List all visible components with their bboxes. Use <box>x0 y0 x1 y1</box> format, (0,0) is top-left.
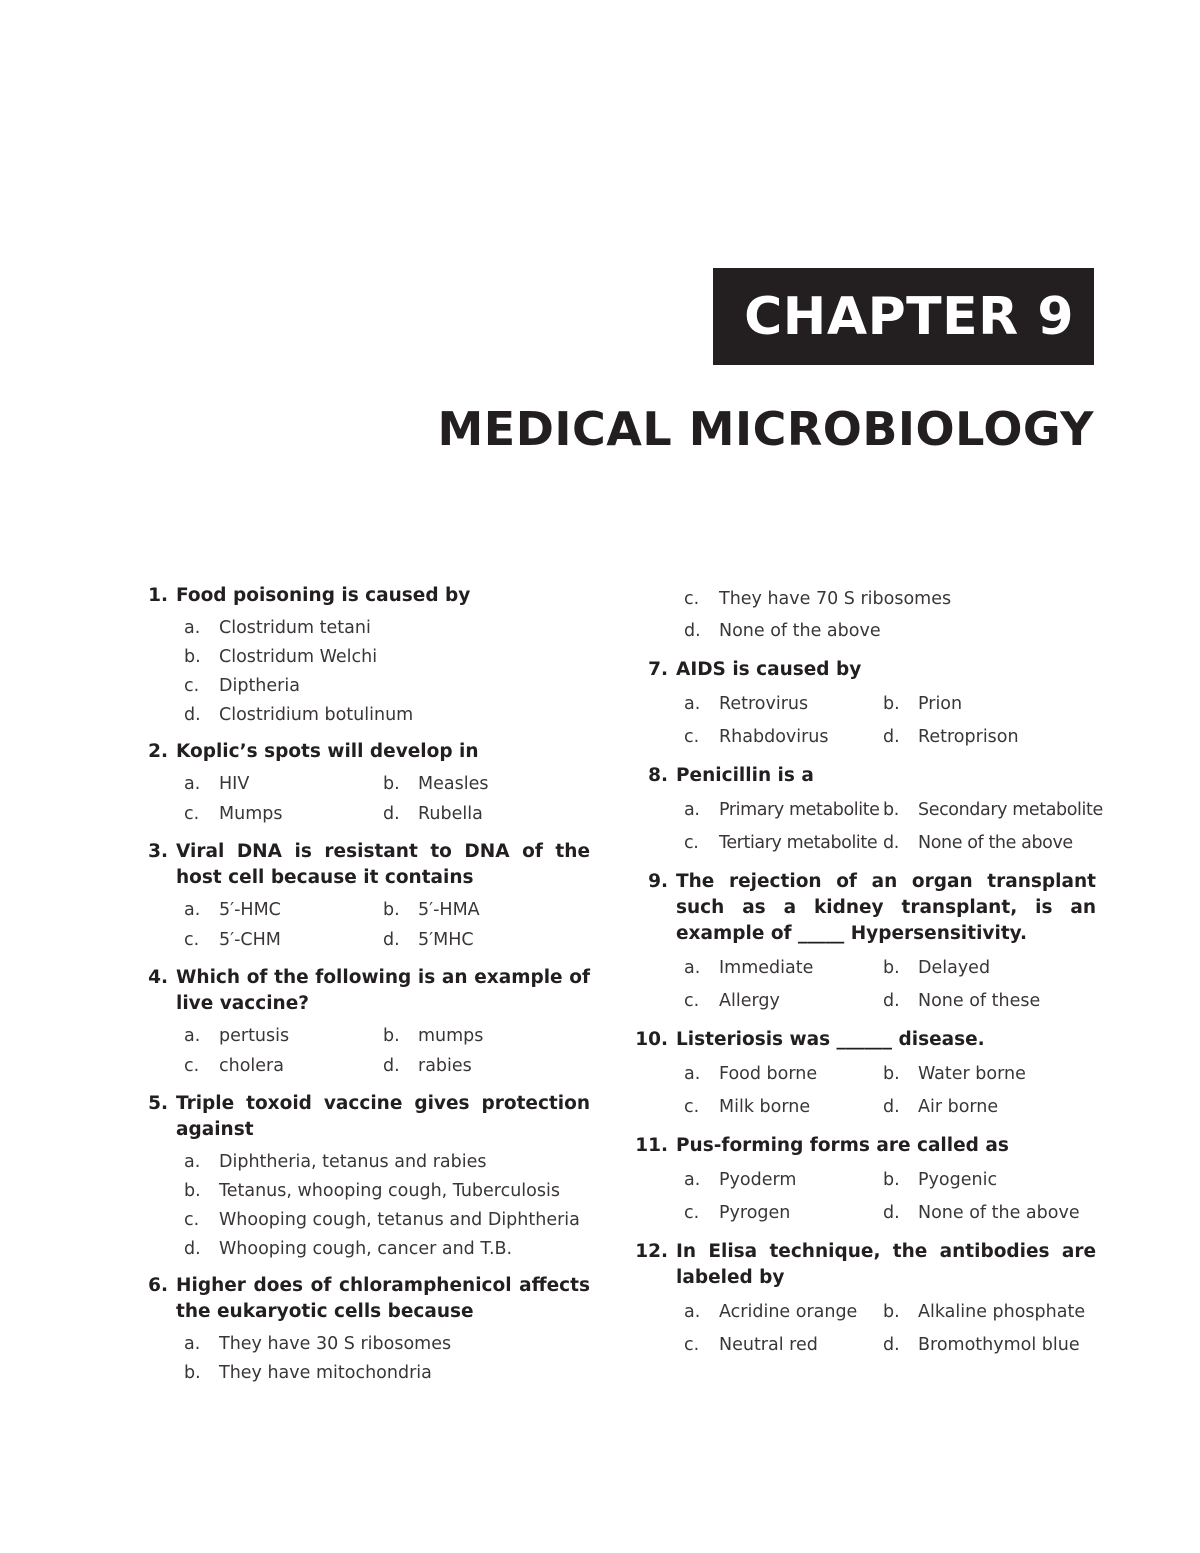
question-6 <box>130 1273 590 1387</box>
option-letter: d. <box>883 1202 900 1223</box>
option-text: Food borne <box>719 1063 818 1084</box>
option-text: Immediate <box>719 957 814 978</box>
option <box>883 687 1096 720</box>
options-grid <box>184 769 590 829</box>
option <box>684 615 1096 647</box>
option-text: Whooping cough, tetanus and Diphtheria <box>219 1209 580 1230</box>
option-letter: d. <box>883 1334 900 1355</box>
option <box>184 1329 590 1358</box>
option-text: Pyogenic <box>918 1169 998 1190</box>
option-text: Acridine orange <box>719 1301 858 1322</box>
option-letter: c. <box>684 589 700 609</box>
option-letter: b. <box>383 1026 400 1046</box>
option-letter: b. <box>883 1063 900 1084</box>
option <box>184 642 590 671</box>
option-text: rabies <box>418 1056 472 1076</box>
option-letter: b. <box>184 1362 201 1383</box>
option-letter: c. <box>684 1334 700 1355</box>
option-letter: d. <box>383 804 400 824</box>
option-text: Milk borne <box>719 1096 811 1117</box>
chapter-title: MEDICAL MICROBIOLOGY <box>437 402 1094 456</box>
option <box>184 613 590 642</box>
option <box>684 1163 883 1196</box>
option-letter: b. <box>184 1180 201 1201</box>
option-letter: a. <box>684 799 700 820</box>
option-letter: d. <box>883 990 900 1011</box>
option <box>883 793 1103 826</box>
options-grid <box>684 687 1096 753</box>
option <box>184 1234 590 1263</box>
option <box>883 984 1096 1017</box>
option-letter: b. <box>184 646 201 667</box>
option-letter: d. <box>883 832 899 853</box>
option-letter: b. <box>383 900 400 920</box>
option-letter: c. <box>684 726 700 747</box>
option-letter: a. <box>684 693 701 714</box>
option-letter: d. <box>383 1056 400 1076</box>
option-letter: b. <box>883 957 900 978</box>
option-letter: b. <box>383 774 400 794</box>
option-letter: a. <box>684 1301 701 1322</box>
option-letter: b. <box>883 799 899 820</box>
option <box>684 720 883 753</box>
options-grid <box>684 951 1096 1017</box>
option <box>883 1057 1096 1090</box>
option <box>184 895 383 925</box>
question-10 <box>630 1027 1096 1123</box>
option <box>684 687 883 720</box>
question-6-continued-options <box>684 583 1096 647</box>
option-letter: c. <box>184 930 200 950</box>
option <box>383 925 590 955</box>
option-letter: a. <box>184 900 201 920</box>
question-text: Viral DNA is resistant to DNA of the host cell because it contains <box>176 841 590 888</box>
option <box>383 769 590 799</box>
option-text: pertusis <box>219 1026 290 1046</box>
question-number: 4. <box>148 967 168 988</box>
question-text: AIDS is caused by <box>676 659 862 680</box>
option-text: cholera <box>219 1056 284 1076</box>
option-text: Water borne <box>918 1063 1026 1084</box>
option <box>883 1163 1096 1196</box>
option-text: Rhabdovirus <box>719 726 829 747</box>
option-letter: a. <box>684 957 701 978</box>
option-text: None of these <box>918 990 1041 1011</box>
option-letter: d. <box>684 621 701 641</box>
question-number: 12. <box>635 1241 668 1262</box>
option <box>883 1295 1096 1328</box>
option <box>684 826 883 859</box>
question-12 <box>630 1239 1096 1361</box>
option <box>684 1328 883 1361</box>
options-grid <box>184 895 590 955</box>
option-text: Secondary metabolite <box>918 799 1103 820</box>
option-letter: b. <box>883 693 900 714</box>
option-text: 5′-HMA <box>418 900 480 920</box>
option-text: None of the above <box>918 832 1073 853</box>
option-text: Allergy <box>719 990 780 1011</box>
question-text: Listeriosis was ______ disease. <box>676 1029 985 1050</box>
option-letter: c. <box>184 1209 200 1230</box>
option-text: Pyoderm <box>719 1169 797 1190</box>
option <box>184 1358 590 1387</box>
question-5 <box>130 1091 590 1263</box>
option-text: Diptheria <box>219 675 300 696</box>
option-text: Clostridium botulinum <box>219 704 414 725</box>
option <box>883 720 1096 753</box>
option-text: Neutral red <box>719 1334 818 1355</box>
option-letter: c. <box>684 832 699 853</box>
options-grid <box>684 1295 1096 1361</box>
option-text: Delayed <box>918 957 991 978</box>
question-number: 10. <box>635 1029 668 1050</box>
option-text: 5′-HMC <box>219 900 281 920</box>
options-grid <box>684 1163 1096 1229</box>
option <box>184 1021 383 1051</box>
option-letter: c. <box>184 675 200 696</box>
question-text: The rejection of an organ transplant such as a kidney transplant, is an example of _____ Hypersensitivity. <box>676 871 1096 944</box>
option-text: HIV <box>219 774 250 794</box>
options-list <box>184 613 590 729</box>
option-text: Tetanus, whooping cough, Tuberculosis <box>219 1180 560 1201</box>
options-list <box>184 1147 590 1263</box>
option <box>184 769 383 799</box>
right-column <box>630 583 1103 1371</box>
option-letter: d. <box>184 704 201 725</box>
option <box>684 1196 883 1229</box>
option <box>883 1196 1096 1229</box>
option-text: mumps <box>418 1026 484 1046</box>
question-2 <box>130 739 590 829</box>
option <box>184 1176 590 1205</box>
question-number: 11. <box>635 1135 668 1156</box>
option <box>383 799 590 829</box>
question-text: Triple toxoid vaccine gives protection against <box>176 1093 590 1140</box>
option <box>684 1057 883 1090</box>
option <box>184 1051 383 1081</box>
question-text: Higher does of chloramphenicol affects the eukaryotic cells because <box>176 1275 590 1322</box>
option-text: Clostridum Welchi <box>219 646 378 667</box>
option <box>684 1090 883 1123</box>
option <box>883 951 1096 984</box>
option-text: Clostridum tetani <box>219 617 371 638</box>
options-list <box>184 1329 590 1387</box>
question-11 <box>630 1133 1096 1229</box>
option <box>184 671 590 700</box>
option-text: 5′-CHM <box>219 930 281 950</box>
option <box>184 799 383 829</box>
question-number: 8. <box>648 765 668 786</box>
option-text: Retroprison <box>918 726 1019 747</box>
option-letter: d. <box>184 1238 201 1259</box>
option-text: They have mitochondria <box>219 1362 432 1383</box>
option <box>684 793 883 826</box>
option <box>383 1051 590 1081</box>
left-column <box>130 583 590 1397</box>
option-text: Primary metabolite <box>719 799 880 820</box>
question-number: 5. <box>148 1093 168 1114</box>
option-text: Retrovirus <box>719 693 809 714</box>
option <box>684 951 883 984</box>
option <box>184 700 590 729</box>
option <box>684 583 1096 615</box>
chapter-label-box <box>713 268 1094 365</box>
options-grid <box>184 1021 590 1081</box>
option-text: They have 30 S ribosomes <box>219 1333 452 1354</box>
options-grid <box>684 1057 1096 1123</box>
option-letter: d. <box>883 1096 900 1117</box>
option <box>883 826 1103 859</box>
option <box>684 1295 883 1328</box>
question-text: Penicillin is a <box>676 765 814 786</box>
option-letter: b. <box>883 1169 900 1190</box>
chapter-label: CHAPTER 9 <box>744 286 1074 347</box>
option-text: Mumps <box>219 804 283 824</box>
question-text: Koplic’s spots will develop in <box>176 741 479 762</box>
option-text: Bromothymol blue <box>918 1334 1080 1355</box>
option-text: None of the above <box>719 621 881 641</box>
question-text: Food poisoning is caused by <box>176 585 471 606</box>
option <box>684 984 883 1017</box>
option-letter: a. <box>184 1151 201 1172</box>
option-letter: d. <box>883 726 900 747</box>
options-grid <box>684 793 1103 859</box>
option <box>883 1328 1096 1361</box>
option-text: Tertiary metabolite <box>719 832 878 853</box>
question-text: Pus-forming forms are called as <box>676 1135 1009 1156</box>
question-number: 9. <box>648 871 668 892</box>
question-1 <box>130 583 590 729</box>
option-text: They have 70 S ribosomes <box>719 589 952 609</box>
question-text: Which of the following is an example of live vaccine? <box>176 967 590 1014</box>
option-letter: c. <box>184 1056 200 1076</box>
question-3 <box>130 839 590 955</box>
option-text: Alkaline phosphate <box>918 1301 1086 1322</box>
question-9 <box>630 869 1096 1017</box>
option-text: Diphtheria, tetanus and rabies <box>219 1151 487 1172</box>
option-letter: c. <box>184 804 200 824</box>
question-number: 1. <box>148 585 168 606</box>
question-4 <box>130 965 590 1081</box>
option-letter: b. <box>883 1301 900 1322</box>
option-text: Pyrogen <box>719 1202 791 1223</box>
option-letter: c. <box>684 1202 700 1223</box>
option-letter: a. <box>184 617 201 638</box>
option-text: None of the above <box>918 1202 1080 1223</box>
option <box>383 895 590 925</box>
option-text: Measles <box>418 774 489 794</box>
question-8 <box>630 763 1103 859</box>
option-letter: a. <box>184 1333 201 1354</box>
option-letter: a. <box>684 1063 701 1084</box>
option <box>383 1021 590 1051</box>
option-letter: a. <box>184 1026 201 1046</box>
question-text: In Elisa technique, the antibodies are labeled by <box>676 1241 1096 1288</box>
option-letter: a. <box>684 1169 701 1190</box>
option-text: 5′MHC <box>418 930 474 950</box>
option-text: Rubella <box>418 804 483 824</box>
question-number: 3. <box>148 841 168 862</box>
option-letter: c. <box>684 1096 700 1117</box>
question-number: 2. <box>148 741 168 762</box>
question-number: 6. <box>148 1275 168 1296</box>
option-letter: d. <box>383 930 400 950</box>
option-text: Prion <box>918 693 963 714</box>
option <box>184 925 383 955</box>
question-number: 7. <box>648 659 668 680</box>
option <box>883 1090 1096 1123</box>
option-text: Whooping cough, cancer and T.B. <box>219 1238 513 1259</box>
option-letter: c. <box>684 990 700 1011</box>
option <box>184 1205 590 1234</box>
option <box>184 1147 590 1176</box>
option-text: Air borne <box>918 1096 999 1117</box>
option-letter: a. <box>184 774 201 794</box>
question-7 <box>630 657 1096 753</box>
